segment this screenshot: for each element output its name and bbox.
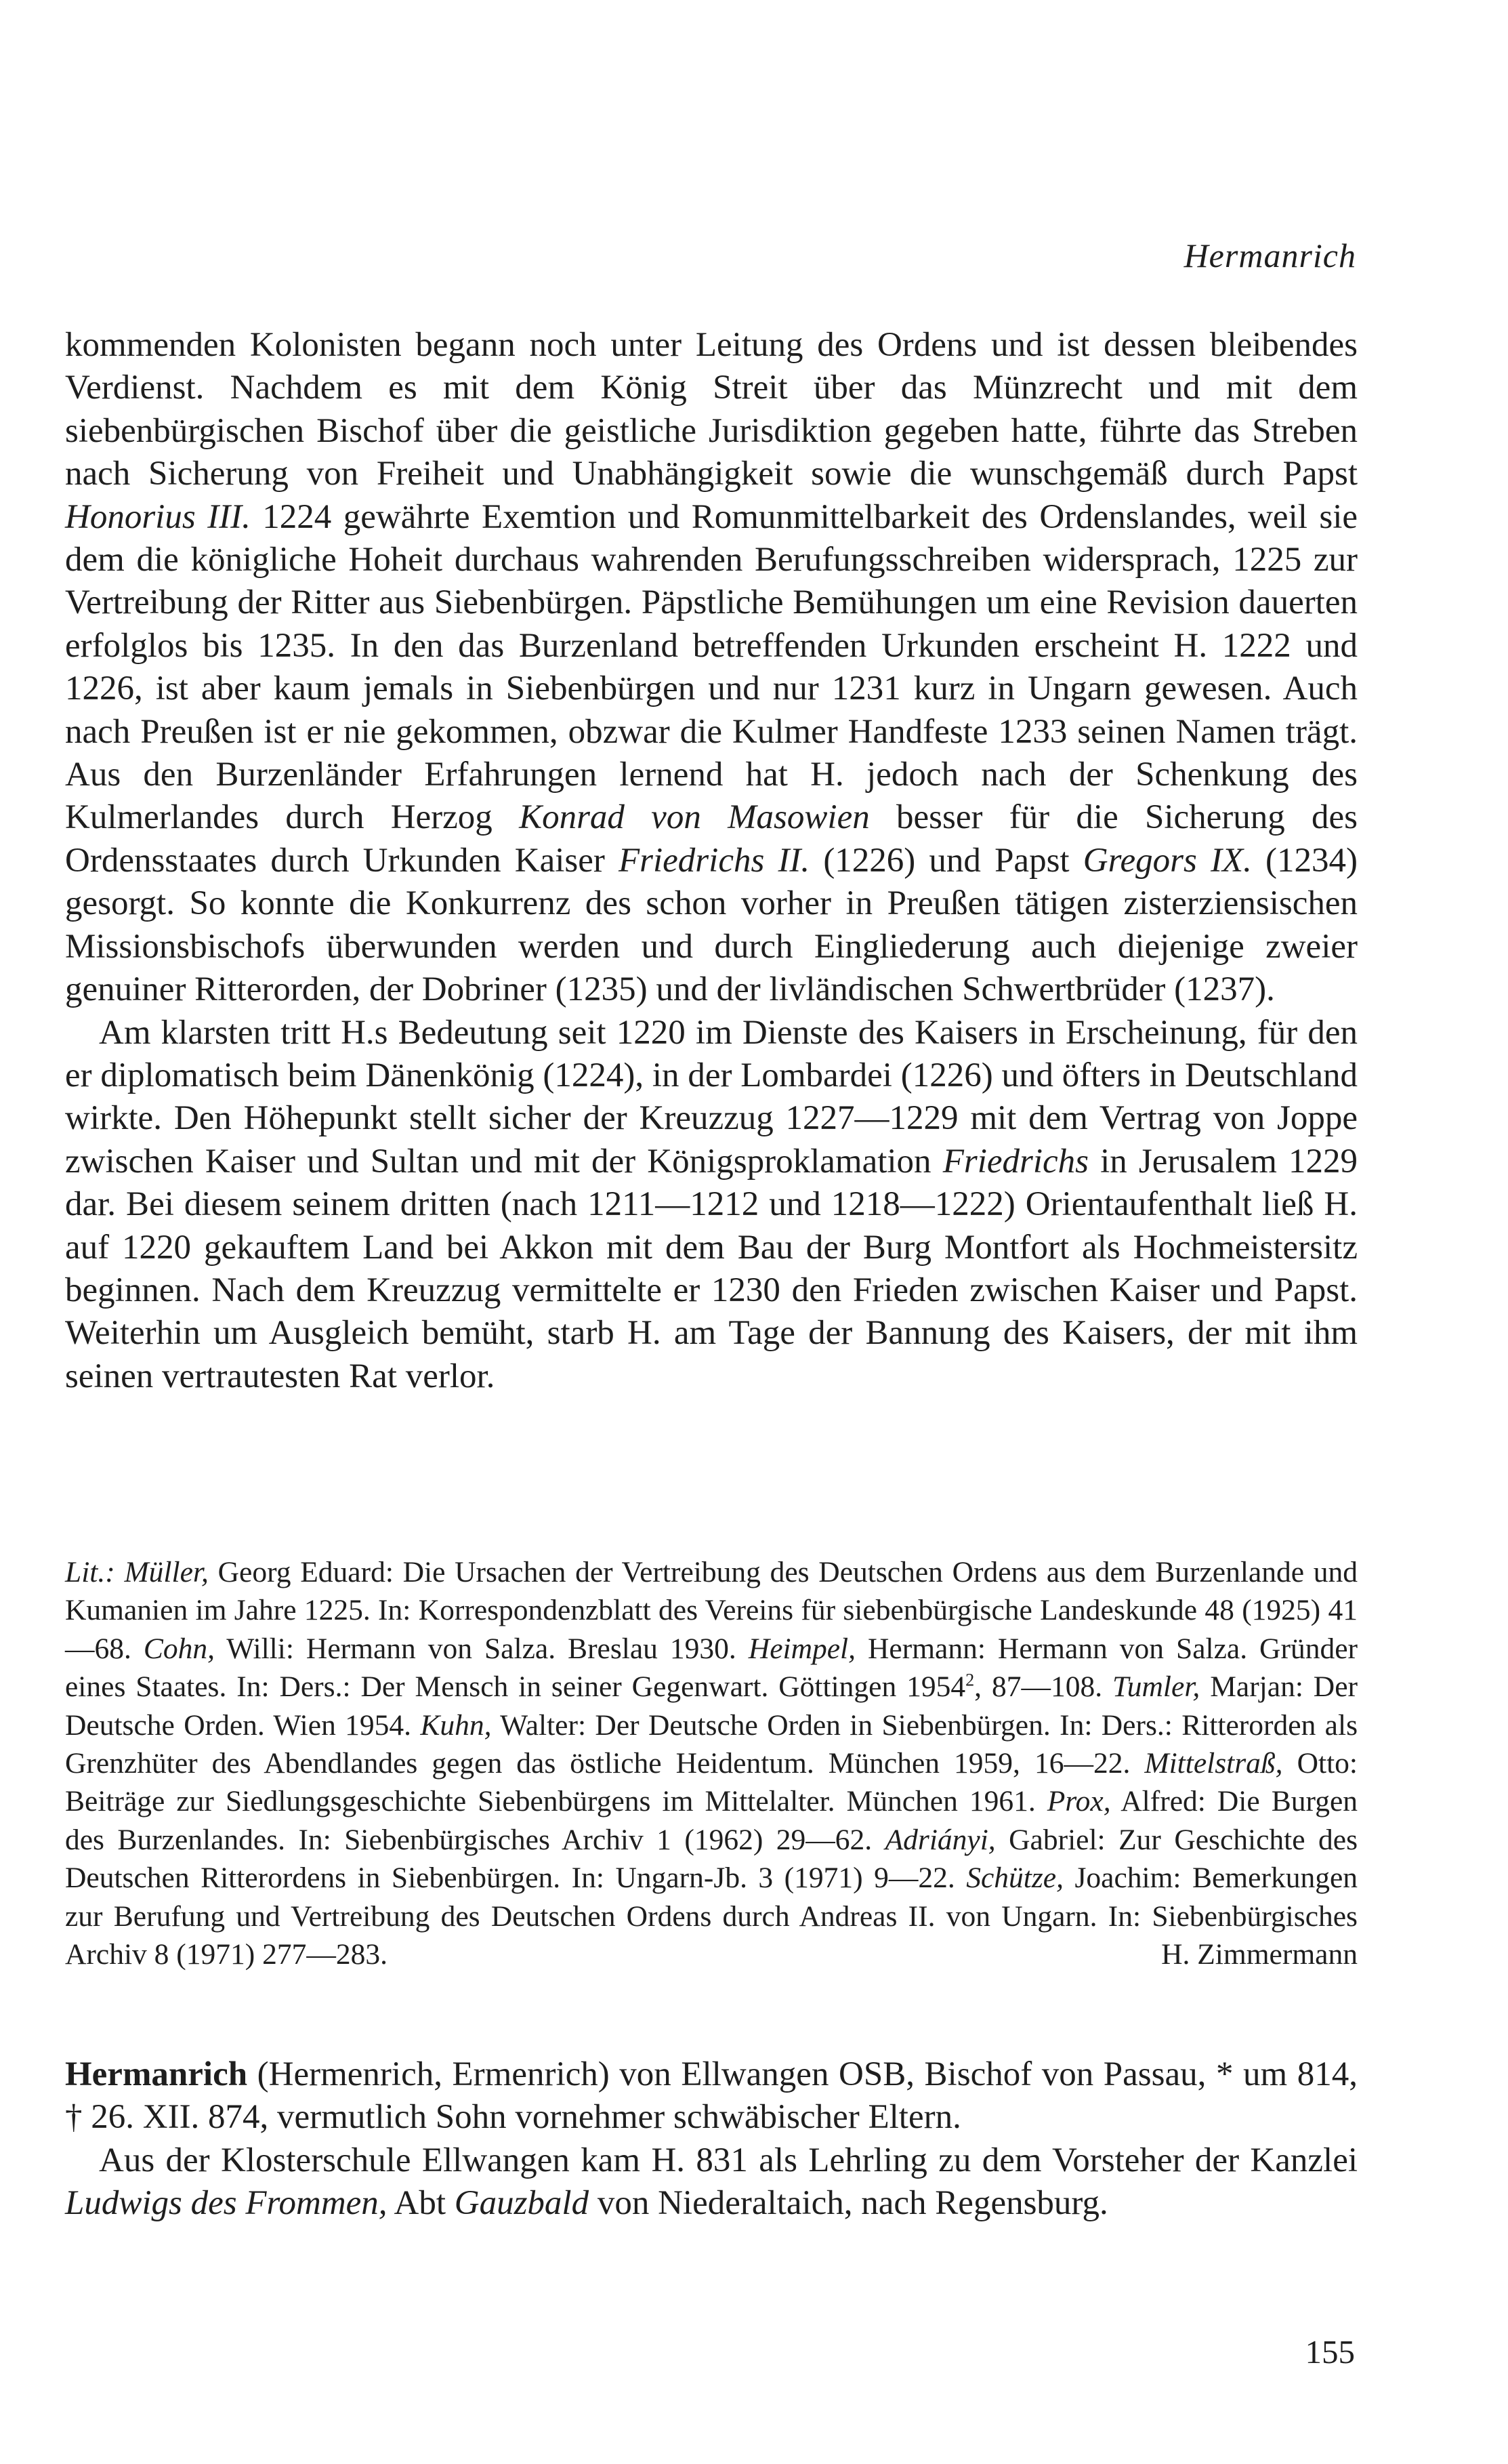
text-run: von Niederaltaich, nach Regensburg. [589,2184,1108,2223]
text-run: in Jerusalem 1229 dar. Bei diesem seinem dritten (nach 1211—1212 und 1218—1222) Orientaufenthalt ließ H. auf 1220 gekauftem Land bei Akkon mit dem Bau der Burg Montfort als Hochmeistersitz beginnen. Nach dem Kreuzzug vermittelte er 1230 den Frieden zwischen Kaiser und Papst. Weiterhin um Ausgleich bemüht, starb H. am Tage der Bannung des Kaisers, der mit ihm seinen vertrautesten Rat verlor. [65,1142,1358,1395]
text-run: besser für die Sicherung des Ordensstaates durch Urkunden Kaiser [65,798,1358,880]
italic-text: Gregors IX. [1083,841,1252,880]
text-run: Willi: Hermann von Salza. Breslau 1930. [215,1632,749,1665]
next-entry [65,2053,1358,2225]
italic-text: Honorius III. [65,497,251,536]
text-run: Marjan: Der Deutsche Orden. Wien 1954. [65,1670,1358,1742]
text-run: Otto: Beiträge zur Siedlungsgeschichte Siebenbürgens im Mittelalter. München 1961. [65,1747,1358,1818]
italic-text: Friedrichs II. [619,841,810,880]
paragraph [65,1012,1358,1399]
text-run: Aus der Klosterschule Ellwangen kam H. 831 als Lehrling zu dem Vorsteher der Kanzlei [99,2141,1358,2179]
main-text [65,324,1358,1398]
italic-text: Mittelstraß, [1144,1747,1283,1780]
italic-text: Gauzbald [454,2184,589,2223]
literature-section [65,1553,1358,1973]
text-run: kommenden Kolonisten begann noch unter Leitung des Ordens und ist dessen bleibendes Verdienst. Nachdem es mit dem König Streit über das Münzrecht und mit dem siebenbürgischen Bischof über die geistliche Jurisdiktion gegeben hatte, führte das Streben nach Sicherung von Freiheit und Unabhängigkeit sowie die wunschgemäß durch Papst [65,326,1358,493]
text-run: Am klarsten tritt H.s Bedeutung seit 1220 im Dienste des Kaisers in Erscheinung, für den er diplomatisch beim Dänenkönig (1224), in der Lombardei (1226) und öfters in Deutschland wirkte. Den Höhepunkt stellt sicher der Kreuzzug 1227—1229 mit dem Vertrag von Joppe zwischen Kaiser und Sultan und mit der Königsproklamation [65,1013,1358,1180]
italic-text: Kuhn, [420,1708,492,1742]
italic-text: Tumler, [1112,1670,1200,1704]
italic-text: Lit.: [65,1556,115,1588]
entry-heading-paragraph [65,2053,1358,2139]
entry-headword: Hermanrich [65,2055,248,2093]
entry-intro: (Hermenrich, Ermenrich) von Ellwangen OSB, Bischof von Passau, * um 814, † 26. XII. 874, vermutlich Sohn vornehmer schwäbischer Eltern. [65,2055,1358,2137]
running-head: Hermanrich [1184,237,1356,274]
text-run: Georg Eduard: Die Ursachen der Vertreibung des Deutschen Ordens aus dem Burzenlande und Kumanien im Jahre 1225. In: Korrespondenzblatt des Vereins für siebenbürgische Landeskunde 48 (1925) 41—68. [65,1556,1358,1665]
paragraph [65,324,1358,1012]
text-run: (1234) gesorgt. So konnte die Konkurrenz des schon vorher in Preußen tätigen zisterziensischen Missionsbischofs überwunden werden und durch Eingliederung auch diejenige zweier genuiner Ritterorden, der Dobriner (1235) und der livländischen Schwertbrüder (1237). [65,841,1358,1009]
italic-text: Cohn, [143,1632,215,1665]
text-run: Walter: Der Deutsche Orden in Siebenbürgen. In: Ders.: Ritterorden als Grenzhüter des Abendlandes gegen das östliche Heidentum. München 1959, 16—22. [65,1708,1358,1780]
text-run: Hermann: Hermann von Salza. Gründer eines Staates. In: Ders.: Der Mensch in seiner Gegenwart. Göttingen 1954 [65,1632,1358,1704]
superscript: 2 [965,1670,975,1690]
text-run: Joachim: Bemerkungen zur Berufung und Vertreibung des Deutschen Ordens durch Andreas II. von Ungarn. In: Siebenbürgisches Archiv 8 (1971) 277—283. [65,1862,1358,1971]
italic-text: Müller, [124,1556,209,1588]
italic-text: Heimpel, [748,1632,856,1665]
italic-text: Schütze, [966,1862,1064,1895]
text-run: Abt [387,2184,455,2223]
italic-text: Ludwigs des Frommen, [65,2184,388,2223]
article-author: H. Zimmermann [1161,1938,1358,1971]
literature-text [65,1556,1358,1971]
page-number: 155 [1305,2333,1355,2370]
text-run: 1224 gewährte Exemtion und Romunmittelbarkeit des Ordenslandes, weil sie dem die königliche Hoheit durchaus wahrenden Berufungsschreiben widersprach, 1225 zur Vertreibung der Ritter aus Siebenbürgen. Päpstliche Bemühungen um eine Revision dauerten erfolglos bis 1235. In den das Burzenland betreffenden Urkunden erscheint H. 1222 und 1226, ist aber kaum jemals in Siebenbürgen und nur 1231 kurz in Ungarn gewesen. Auch nach Preußen ist er nie gekommen, obzwar die Kulmer Handfeste 1233 seinen Namen trägt. Aus den Burzenländer Erfahrungen lernend hat H. jedoch nach der Schenkung des Kulmerlandes durch Herzog [65,497,1358,837]
italic-text: Adriányi, [885,1823,996,1856]
literature-list [65,1553,1358,1973]
text-run: Gabriel: Zur Geschichte des Deutschen Ritterordens in Siebenbürgen. In: Ungarn-Jb. 3 (1971) 9—22. [65,1823,1358,1895]
text-run [115,1556,125,1588]
text-run: Alfred: Die Burgen des Burzenlandes. In: Siebenbürgisches Archiv 1 (1962) 29—62. [65,1785,1358,1856]
text-run: (1226) und Papst [810,841,1083,880]
italic-text: Friedrichs [942,1142,1089,1180]
text-run: , 87—108. [974,1670,1112,1704]
paragraph [65,2139,1358,2225]
italic-text: Prox, [1047,1785,1111,1818]
italic-text: Konrad von Masowien [519,798,870,837]
